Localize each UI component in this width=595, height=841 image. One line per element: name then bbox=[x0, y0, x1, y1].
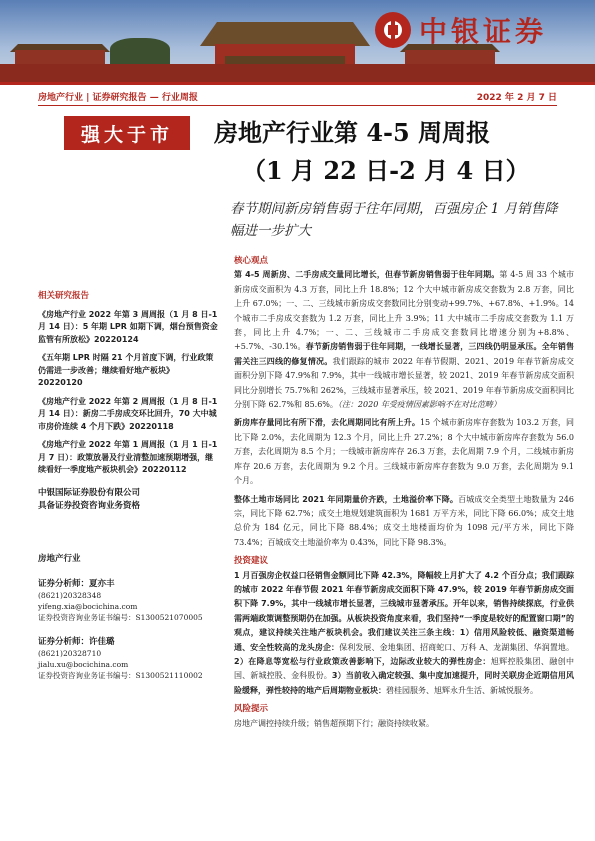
paragraph-transactions bbox=[234, 268, 574, 412]
report-subtitle: 春节期间新房销售弱于往年同期，百强房企 1 月销售降幅进一步扩大 bbox=[230, 201, 558, 239]
paragraph-body: 旭辉控股集团、融创中国、新城控股、金科股份。 bbox=[234, 656, 574, 681]
rating-badge: 强大于市 bbox=[64, 116, 190, 150]
report-title bbox=[214, 114, 574, 190]
report-header bbox=[38, 88, 557, 104]
main-content bbox=[234, 250, 574, 735]
core-views-header: 核心观点 bbox=[234, 256, 269, 266]
related-report-item[interactable]: 《五年期 LPR 时隔 21 个月首度下调，行业政策仍需进一步改善；继续看好地产板块》20220120 bbox=[38, 353, 214, 387]
analyst-name: 证券分析师：许佳璐 bbox=[38, 637, 115, 647]
paragraph-body: 第 4-5 周 33 个城市新房成交面积为 4.3 万套，同比上升 18.8%；12 个大中城市新房成交套数为 2.8 万套，同比上升 67.0%；一、二、三线城市新房成交套数同比分别变动+99.7%、+67.8%、+1.9%。14 个城市二手房成交套数为 1.2 万套，同比上升 3.9%；11 大中城市二手房成交套数为 1.1 万套，同比上升 4.7%；一、二、三线城市二手房成交套数同比增速分别为+8.8%、+5.7%、-30.1%。 bbox=[234, 270, 575, 352]
related-report-item[interactable]: 《房地产行业 2022 年第 3 周周报（1 月 8 日-1 月 14 日）：5 年期 LPR 如期下调，烟台预售资金监管有所放松》20220124 bbox=[38, 309, 218, 344]
paragraph-land bbox=[234, 493, 574, 551]
report-title-line2: （1 月 22 日-2 月 4 日） bbox=[242, 156, 530, 185]
company-logo bbox=[375, 8, 581, 52]
analyst-phone: (8621)20328710 bbox=[38, 649, 102, 658]
analyst-cert: 证券投资咨询业务证书编号：S1300521110002 bbox=[38, 671, 203, 680]
paragraph-lead: 春节新房销售弱于往年同期，一线增长显著，三四线仍明显承压。全年销售需关注三四线的修复情况。 bbox=[234, 342, 574, 366]
sector-label: 房地产行业 bbox=[38, 553, 81, 564]
risk-header: 风险提示 bbox=[234, 704, 269, 715]
paragraph-lead: 新房库存量同比有所下滑，去化周期同比有所上升。 bbox=[234, 418, 420, 428]
banner-palace-roof bbox=[200, 22, 370, 46]
boc-logo-icon bbox=[375, 12, 411, 48]
paragraph-body: 15 个城市新房库存套数为 103.2 万套，同比下降 2.0%，去化周期为 12.3 个月，同比上升 27.2%；8 个大中城市新房库存套数为 56.0 万套，去化周期为 8.5 个月；一线城市新房库存 26.3 万套，去化周期 7.9 个月，二线城市新房库存 20.6 万套，去化周期为 9.2 个月。三线城市新房库存套数为 9.0 万套，去化周期为 9.1 个月。 bbox=[234, 418, 574, 486]
breadcrumb: 房地产行业 | 证券研究报告 — 行业周报 bbox=[38, 93, 198, 103]
paragraph-body: 保利发展、金地集团、招商蛇口、万科 A、龙湖集团、华润置地。 bbox=[339, 642, 574, 652]
paragraph-lead: 2）在降息等宽松与行业政策改善影响下，边际改业较大的弹性房企： bbox=[234, 656, 491, 666]
paragraph-investment bbox=[234, 569, 574, 699]
company-qualification: 中银国际证券股份有限公司 具备证券投资咨询业务资格 bbox=[38, 487, 141, 511]
banner-wall bbox=[0, 64, 595, 82]
header-underline bbox=[38, 105, 557, 106]
analyst-name: 证券分析师：夏亦丰 bbox=[38, 579, 115, 589]
analyst-cert: 证券投资咨询业务证书编号：S1300521070005 bbox=[38, 613, 203, 622]
banner-tree bbox=[110, 38, 170, 66]
paragraph-lead: 整体土地市场同比 2021 年同期量价齐跌，土地溢价率下降。 bbox=[234, 494, 459, 504]
paragraph-inventory bbox=[234, 416, 574, 488]
paragraph-body: 我们跟踪的城市 2022 年春节假期、2021、2019 年春节新房成交面积分别下降 47.9%和 7.9%，其中一线城市增长显著，较 2021、2019 年春节新房成交面积同比分别增长 75.7%和 262%，三线城市显著承压，较 2021、2019 年春节新房成交面积同比分别下降 62.7%和 85.6%。 bbox=[234, 356, 574, 410]
paragraph-lead: 1 月百强房企权益口径销售金额同比下降 42.3%，降幅较上月扩大了 4.2 个百分点；我们跟踪的城市 2022 年春节假 2021 年春节新房成交面积下降 47.9%，较 2019 年春节新房成交面积下降 7.9%，其中一线城市增长显著，三线城市显著承压。开年以来，销售持续探底，行业供需两端政策调整预期仍在加强。从板块投资角度来看，我们坚持“一季度是较好的配置窗口期”的观点，建议持续关注地产板块机会。我们建议关注三条主线：1）信用风险较低、融资渠道畅通、安全性较高的龙头房企： bbox=[234, 570, 574, 652]
analyst-email[interactable]: jialu.xu@bocichina.com bbox=[38, 660, 129, 669]
paragraph-body: 碧桂园服务、旭辉永升生活、新城悦服务。 bbox=[386, 685, 538, 695]
paragraph-lead: 第 4-5 周新房、二手房成交量同比增长，但春节新房销售弱于往年同期。 bbox=[234, 270, 500, 280]
company-logo-text: 中银证券 bbox=[419, 15, 548, 48]
sidebar bbox=[38, 290, 218, 681]
related-reports-header: 相关研究报告 bbox=[38, 291, 90, 301]
report-title-line1: 房地产行业第 4-5 周周报 bbox=[214, 118, 491, 147]
header-divider bbox=[0, 82, 595, 85]
investment-header: 投资建议 bbox=[234, 556, 269, 567]
analyst-block bbox=[38, 637, 218, 681]
related-report-item[interactable]: 《房地产行业 2022 年第 2 周周报（1 月 8 日-1 月 14 日）：新房二手房成交环比回升，70 大中城市房价连续 4 个月下跌》20220118 bbox=[38, 396, 218, 431]
paragraph-body: 百城成交全类型土地数量为 246 宗，同比下降 62.7%；成交土地规划建筑面积为 1681 万平方米，同比下降 66.0%；成交土地总价为 184 亿元，同比下降 88.4%；成交土地楼面均价为 1098 元/平方米，同比下降 73.4%；百城成交土地溢价率为 0.43%，同比下降 98.3%。 bbox=[234, 494, 574, 547]
banner-palace-eave bbox=[225, 56, 345, 64]
analyst-block bbox=[38, 579, 218, 623]
paragraph-note: （注：2020 年受疫情因素影响不在对比范畴） bbox=[337, 400, 501, 410]
analyst-phone: (8621)20328348 bbox=[38, 591, 102, 600]
paragraph-risk: 房地产调控持续升级；销售超预期下行；融资持续收紧。 bbox=[234, 718, 434, 728]
analyst-email[interactable]: yifeng.xia@bocichina.com bbox=[38, 602, 138, 611]
paragraph-lead: 3）当前收入确定较强、集中度加速提升，同时关联房企近期信用风险缓释，弹性较持的地产后周期物业板块： bbox=[234, 671, 574, 695]
report-date: 2022 年 2 月 7 日 bbox=[476, 93, 557, 103]
related-report-item[interactable]: 《房地产行业 2022 年第 1 周周报（1 月 1 日-1 月 7 日）：政策放暑及行业清整加速预期增强，继续看好一季度地产板块机会》20220112 bbox=[38, 440, 218, 474]
